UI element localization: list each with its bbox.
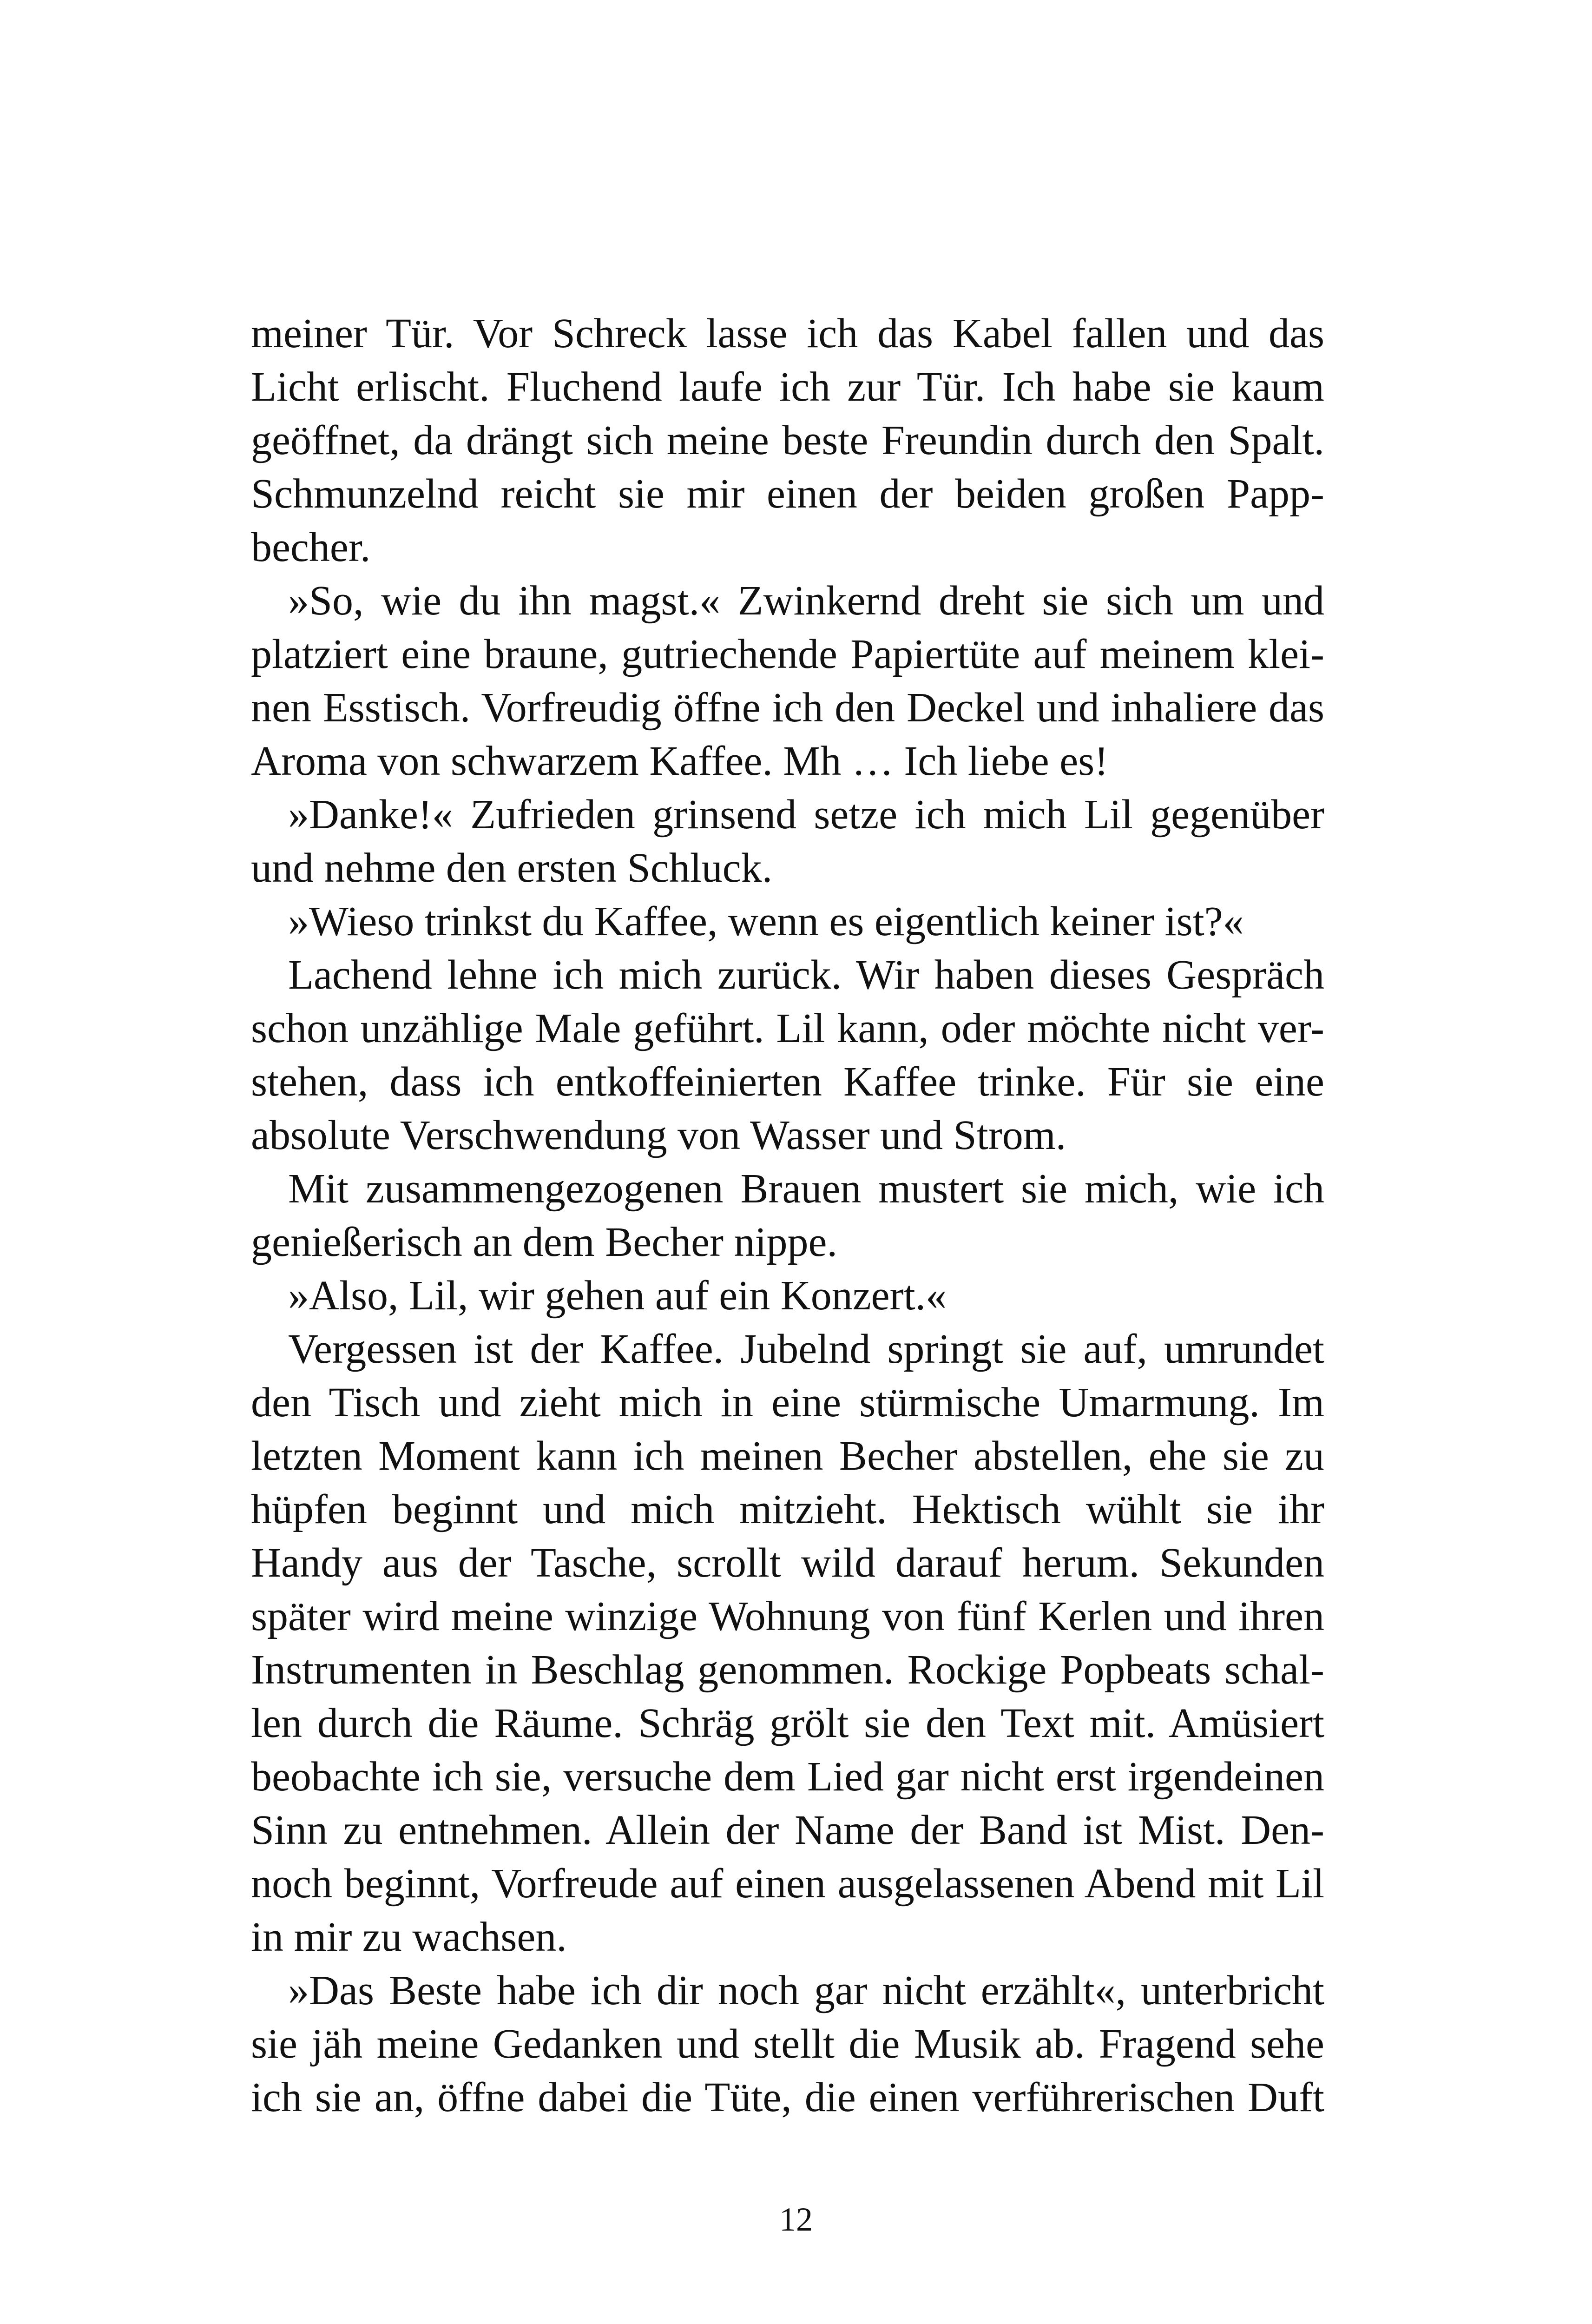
text-line: Sinn zu entnehmen. Allein der Name der Band ist Mist. Den- [251,1807,1324,1853]
text-line: Lachend lehne ich mich zurück. Wir haben dieses Gespräch [288,952,1324,998]
text-line: Licht erlischt. Fluchend laufe ich zur Tür. Ich habe sie kaum [251,364,1324,410]
text-line: platziert eine braune, gutriechende Papiertüte auf meinem klei- [251,631,1324,677]
text-line: »Danke!« Zufrieden grinsend setze ich mich Lil gegenüber [288,792,1324,838]
text-line: meiner Tür. Vor Schreck lasse ich das Kabel fallen und das [251,310,1324,357]
text-line: Handy aus der Tasche, scrollt wild darauf herum. Sekunden [251,1540,1324,1586]
text-line: später wird meine winzige Wohnung von fünf Kerlen und ihren [251,1593,1324,1639]
text-line: nen Esstisch. Vorfreudig öffne ich den Deckel und inhaliere das [251,685,1324,731]
text-line: und nehme den ersten Schluck. [251,845,773,891]
text-line: Mit zusammengezogenen Brauen mustert sie mich, wie ich [288,1166,1324,1212]
text-line: in mir zu wachsen. [251,1914,567,1960]
text-line: noch beginnt, Vorfreude auf einen ausgelassenen Abend mit Lil [251,1861,1324,1907]
text-line: beobachte ich sie, versuche dem Lied gar nicht erst irgendeinen [251,1754,1324,1800]
text-line: genießerisch an dem Becher nippe. [251,1219,837,1265]
text-line: »Das Beste habe ich dir noch gar nicht erzählt«, unterbricht [288,1967,1324,2014]
text-line: schon unzählige Male geführt. Lil kann, oder möchte nicht ver- [251,1005,1324,1051]
text-line: den Tisch und zieht mich in eine stürmische Umarmung. Im [251,1380,1324,1426]
text-line: becher. [251,524,371,570]
text-line: »Also, Lil, wir gehen auf ein Konzert.« [288,1273,947,1319]
page-number: 12 [779,2201,813,2238]
text-line: Instrumenten in Beschlag genommen. Rockige Popbeats schal- [251,1647,1324,1693]
text-line: sie jäh meine Gedanken und stellt die Musik ab. Fragend sehe [251,2021,1324,2067]
text-line: Aroma von schwarzem Kaffee. Mh … Ich liebe es! [251,738,1109,784]
text-line: »Wieso trinkst du Kaffee, wenn es eigentlich keiner ist?« [288,898,1244,944]
text-line: absolute Verschwendung von Wasser und Strom. [251,1112,1066,1158]
text-line: »So, wie du ihn magst.« Zwinkernd dreht sie sich um und [288,578,1324,624]
text-line: Vergessen ist der Kaffee. Jubelnd springt sie auf, umrundet [288,1326,1324,1372]
text-line: Schmunzelnd reicht sie mir einen der beiden großen Papp- [251,471,1324,517]
text-line: letzten Moment kann ich meinen Becher abstellen, ehe sie zu [251,1433,1324,1479]
text-line: hüpfen beginnt und mich mitzieht. Hektisch wühlt sie ihr [251,1486,1324,1532]
text-line: len durch die Räume. Schräg grölt sie den Text mit. Amüsiert [251,1700,1324,1746]
text-line: ich sie an, öffne dabei die Tüte, die einen verführerischen Duft [251,2074,1324,2120]
body-text [251,307,1324,2124]
text-line: stehen, dass ich entkoffeinierten Kaffee trinke. Für sie eine [251,1059,1324,1105]
text-line: geöffnet, da drängt sich meine beste Freundin durch den Spalt. [251,417,1324,463]
